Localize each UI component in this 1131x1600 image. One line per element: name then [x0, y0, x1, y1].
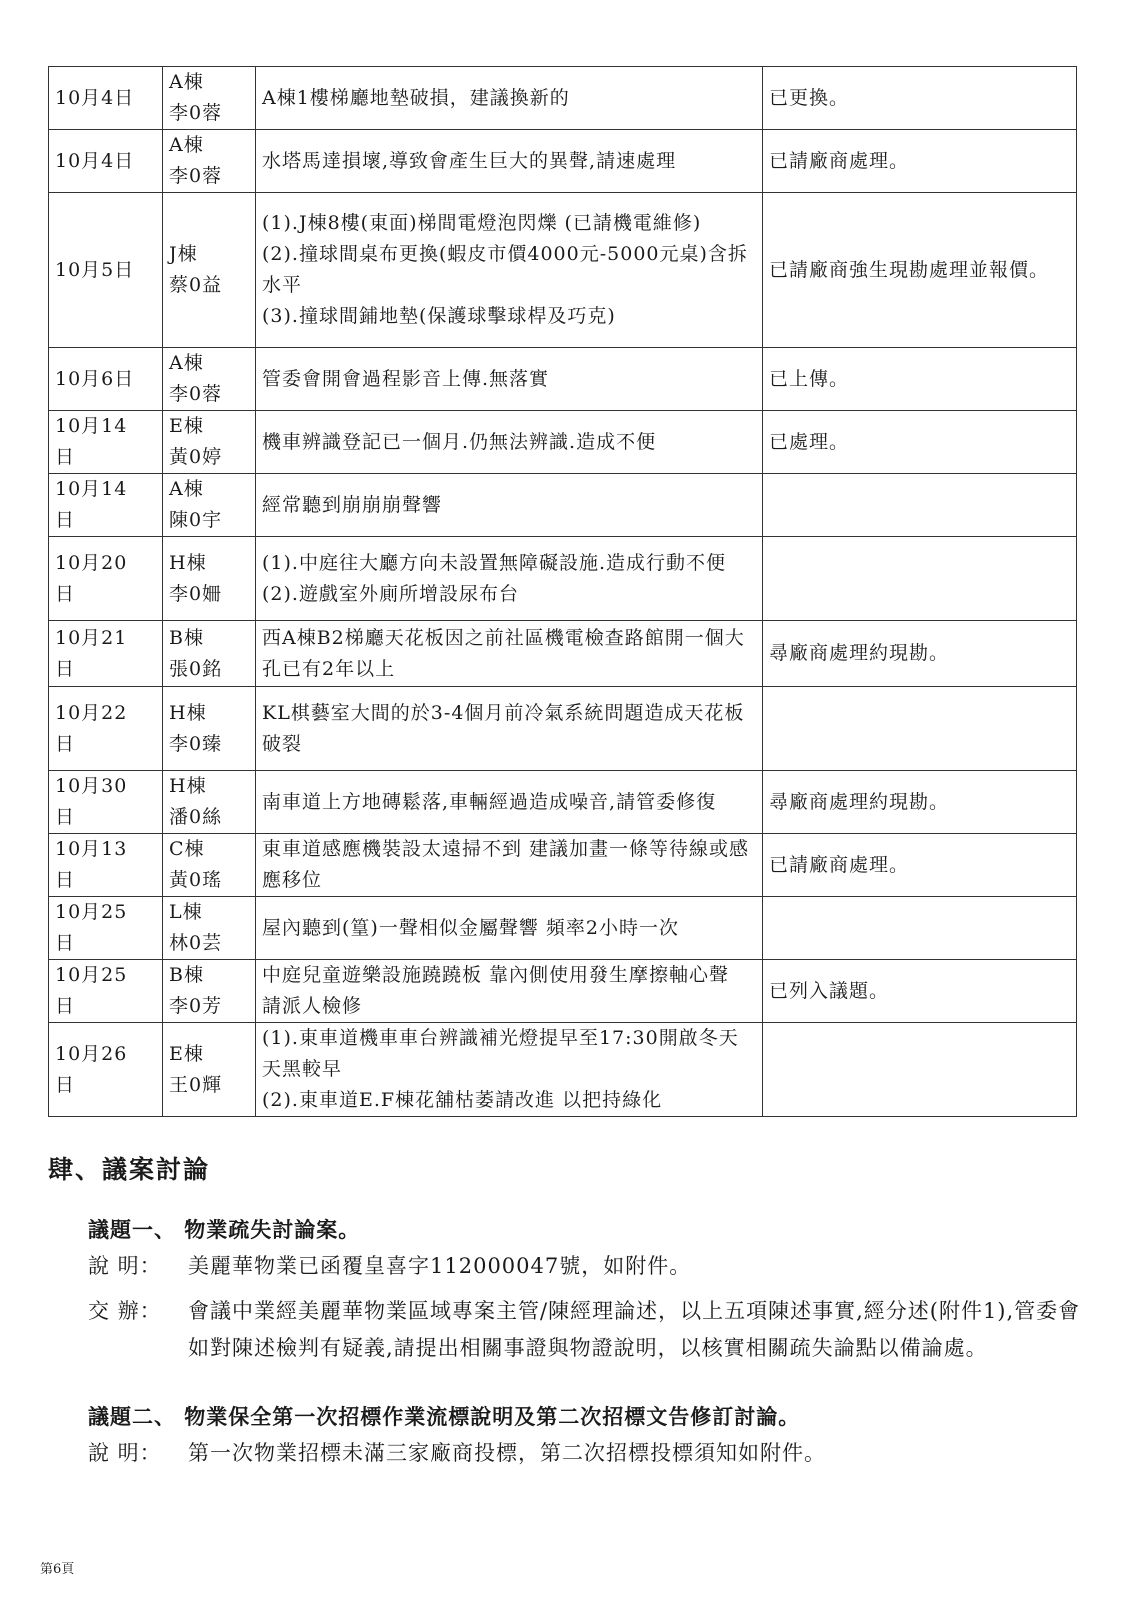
- agenda1-handle-label: 交 辦：: [88, 1299, 162, 1323]
- building-resident-cell: [163, 411, 256, 474]
- building-resident-cell: [163, 897, 256, 960]
- table-row: [49, 130, 1077, 193]
- result-cell: [763, 621, 1077, 687]
- issue-cell: [256, 834, 763, 897]
- date-cell-line: 10月4日: [55, 149, 135, 172]
- table-row: [49, 537, 1077, 621]
- table-row: [49, 193, 1077, 348]
- date-cell: [49, 960, 163, 1023]
- date-cell: [49, 67, 163, 130]
- agenda1-handle: [88, 1293, 1088, 1367]
- issue-cell: [256, 411, 763, 474]
- date-cell-line: 10月5日: [55, 258, 135, 281]
- table-row: [49, 348, 1077, 411]
- building-resident-cell: [163, 771, 256, 834]
- building-resident-cell-line: A棟: [169, 352, 204, 374]
- agenda2-explain-label: 說 明：: [88, 1441, 162, 1465]
- records-table-body: [49, 67, 1077, 1117]
- result-cell: [763, 474, 1077, 537]
- issue-cell-line: 屋內聽到(篁)一聲相似金屬聲響 頻率2小時一次: [262, 916, 679, 939]
- table-row: [49, 621, 1077, 687]
- result-cell-line: 已請廠商強生現勘處理並報價。: [769, 258, 1050, 281]
- building-resident-cell-line: 陳0宇: [169, 509, 223, 531]
- result-cell-line: 已上傳。: [769, 367, 850, 390]
- agenda1-handle-text: 會議中業經美麗華物業區域專案主管/陳經理論述，以上五項陳述事實,經分述(附件1),管委會如對陳述檢判有疑義,請提出相關事證與物證說明，以核實相關疏失論點以備論處。: [188, 1299, 1081, 1360]
- building-resident-cell-line: 李0姍: [169, 582, 223, 605]
- table-row: [49, 834, 1077, 897]
- records-table-container: [48, 66, 1076, 1117]
- issue-cell-line: (1).中庭往大廳方向未設置無障礙設施.造成行動不便: [262, 551, 726, 574]
- building-resident-cell-line: A棟: [169, 71, 204, 93]
- date-cell-line: 日: [55, 446, 76, 468]
- result-cell: [763, 771, 1077, 834]
- date-cell-line: 10月22: [55, 701, 128, 724]
- building-resident-cell: [163, 621, 256, 687]
- date-cell-line: 10月25: [55, 964, 128, 986]
- result-cell: [763, 1023, 1077, 1117]
- result-cell: [763, 897, 1077, 960]
- agenda2-explain-text: 第一次物業招標未滿三家廠商投標，第二次招標投標須知如附件。: [188, 1441, 826, 1465]
- date-cell: [49, 130, 163, 193]
- date-cell-line: 10月6日: [55, 367, 135, 390]
- building-resident-cell-line: A棟: [169, 478, 204, 500]
- result-cell: [763, 193, 1077, 348]
- issue-cell: [256, 348, 763, 411]
- building-resident-cell-line: 林0芸: [169, 932, 223, 954]
- date-cell-line: 10月14: [55, 415, 128, 437]
- date-cell: [49, 621, 163, 687]
- date-cell-line: 10月13: [55, 838, 128, 860]
- agenda2-explain: [88, 1435, 1088, 1472]
- table-row: [49, 897, 1077, 960]
- table-row: [49, 687, 1077, 771]
- building-resident-cell-line: E棟: [169, 415, 204, 437]
- result-cell: [763, 130, 1077, 193]
- date-cell: [49, 537, 163, 621]
- building-resident-cell-line: H棟: [169, 775, 207, 797]
- date-cell: [49, 1023, 163, 1117]
- date-cell-line: 10月14: [55, 478, 128, 500]
- issue-cell-line: (1).東車道機車車台辨識補光燈提早至17:30開啟冬天天黑較早: [262, 1027, 739, 1080]
- section-title: 肆、議案討論: [48, 1155, 211, 1184]
- building-resident-cell-line: 黃0瑤: [169, 869, 223, 891]
- building-resident-cell-line: B棟: [169, 964, 204, 986]
- building-resident-cell: [163, 130, 256, 193]
- building-resident-cell: [163, 1023, 256, 1117]
- result-cell-line: 已更換。: [769, 86, 850, 109]
- result-cell-line: 已列入議題。: [769, 979, 890, 1002]
- issue-cell-line: (2).遊戲室外廁所增設尿布台: [262, 582, 519, 605]
- issue-cell: [256, 897, 763, 960]
- result-cell: [763, 960, 1077, 1023]
- issue-cell-line: (2).東車道E.F棟花舖枯萎請改進 以把持綠化: [262, 1089, 663, 1111]
- building-resident-cell-line: 李0芳: [169, 995, 223, 1017]
- date-cell-line: 日: [55, 995, 76, 1017]
- issue-cell-line: 東車道感應機裝設太遠掃不到 建議加畫一條等待線或感應移位: [262, 838, 750, 891]
- date-cell-line: 日: [55, 1073, 76, 1096]
- issue-cell: [256, 621, 763, 687]
- issue-cell-line: 水塔馬達損壞,導致會產生巨大的異聲,請速處理: [262, 149, 677, 172]
- date-cell: [49, 771, 163, 834]
- building-resident-cell-line: J棟: [169, 243, 198, 265]
- date-cell-line: 日: [55, 806, 76, 828]
- building-resident-cell-line: E棟: [169, 1042, 204, 1065]
- date-cell-line: 日: [55, 509, 76, 531]
- issue-cell: [256, 960, 763, 1023]
- issue-cell: [256, 193, 763, 348]
- building-resident-cell-line: 黃0婷: [169, 446, 223, 468]
- issue-cell-line: KL棋藝室大間的於3-4個月前冷氣系統問題造成天花板破裂: [262, 701, 745, 755]
- result-cell: [763, 537, 1077, 621]
- building-resident-cell-line: H棟: [169, 551, 207, 574]
- result-cell-line: 已請廠商處理。: [769, 149, 910, 172]
- building-resident-cell: [163, 348, 256, 411]
- building-resident-cell-line: L棟: [169, 901, 203, 923]
- building-resident-cell-line: 李0臻: [169, 732, 223, 755]
- page-number: 第6頁: [40, 1562, 75, 1577]
- table-row: [49, 67, 1077, 130]
- building-resident-cell-line: B棟: [169, 626, 204, 649]
- date-cell: [49, 897, 163, 960]
- agenda2-title: 議題二、 物業保全第一次招標作業流標說明及第二次招標文告修訂討論。: [88, 1405, 801, 1429]
- result-cell: [763, 834, 1077, 897]
- issue-cell: [256, 687, 763, 771]
- issue-cell: [256, 67, 763, 130]
- agenda1-title: 議題一、 物業疏失討論案。: [88, 1218, 361, 1242]
- table-row: [49, 411, 1077, 474]
- issue-cell-line: 機車辨識登記已一個月.仍無法辨識.造成不便: [262, 430, 657, 453]
- agenda1-explain-text: 美麗華物業已函覆皇喜字112000047號，如附件。: [188, 1254, 692, 1278]
- result-cell: [763, 67, 1077, 130]
- issue-cell-line: 中庭兒童遊樂設施蹺蹺板 靠內側使用發生摩擦軸心聲 請派人檢修: [262, 964, 730, 1017]
- date-cell-line: 日: [55, 582, 76, 605]
- building-resident-cell-line: 潘0絲: [169, 806, 223, 828]
- issue-cell: [256, 771, 763, 834]
- building-resident-cell-line: A棟: [169, 134, 204, 156]
- building-resident-cell: [163, 193, 256, 348]
- issue-cell: [256, 130, 763, 193]
- building-resident-cell-line: 李0蓉: [169, 383, 223, 405]
- result-cell: [763, 687, 1077, 771]
- building-resident-cell: [163, 687, 256, 771]
- date-cell: [49, 348, 163, 411]
- result-cell: [763, 411, 1077, 474]
- table-row: [49, 474, 1077, 537]
- result-cell-line: 已請廠商處理。: [769, 853, 910, 876]
- result-cell-line: 尋廠商處理約現勘。: [769, 642, 950, 664]
- date-cell-line: 10月20: [55, 551, 128, 574]
- building-resident-cell-line: 蔡0益: [169, 274, 223, 296]
- date-cell-line: 日: [55, 732, 76, 755]
- date-cell: [49, 193, 163, 348]
- date-cell-line: 10月26: [55, 1042, 128, 1065]
- issue-cell: [256, 474, 763, 537]
- issue-cell-line: A棟1樓梯廳地墊破損，建議換新的: [262, 86, 570, 109]
- issue-cell: [256, 537, 763, 621]
- date-cell: [49, 411, 163, 474]
- issue-cell-line: 管委會開會過程影音上傳.無落實: [262, 367, 550, 390]
- date-cell: [49, 474, 163, 537]
- building-resident-cell: [163, 537, 256, 621]
- issue-cell-line: (3).撞球間鋪地墊(保護球擊球桿及巧克): [262, 305, 616, 327]
- building-resident-cell: [163, 67, 256, 130]
- date-cell: [49, 687, 163, 771]
- building-resident-cell-line: 李0蓉: [169, 165, 223, 187]
- date-cell-line: 日: [55, 657, 76, 680]
- agenda1-explain: [88, 1248, 1088, 1285]
- agenda-section: [48, 1150, 1088, 1472]
- building-resident-cell-line: 李0蓉: [169, 102, 223, 124]
- building-resident-cell: [163, 474, 256, 537]
- building-resident-cell-line: 張0銘: [169, 657, 223, 680]
- building-resident-cell: [163, 960, 256, 1023]
- date-cell-line: 10月21: [55, 626, 128, 649]
- date-cell: [49, 834, 163, 897]
- issue-cell-line: (1).J棟8樓(東面)梯間電燈泡閃爍 (已請機電維修): [262, 212, 702, 234]
- table-row: [49, 960, 1077, 1023]
- date-cell-line: 10月4日: [55, 86, 135, 109]
- agenda1-explain-label: 說 明：: [88, 1254, 162, 1278]
- date-cell-line: 10月30: [55, 775, 128, 797]
- building-resident-cell-line: C棟: [169, 838, 205, 860]
- records-table: [48, 66, 1077, 1117]
- issue-cell: [256, 1023, 763, 1117]
- table-row: [49, 771, 1077, 834]
- building-resident-cell: [163, 834, 256, 897]
- date-cell-line: 10月25: [55, 901, 128, 923]
- result-cell-line: 已處理。: [769, 430, 850, 453]
- issue-cell-line: 經常聽到崩崩崩聲響: [262, 493, 443, 516]
- date-cell-line: 日: [55, 869, 76, 891]
- issue-cell-line: 南車道上方地磚鬆落,車輛經過造成噪音,請管委修復: [262, 790, 717, 813]
- result-cell: [763, 348, 1077, 411]
- issue-cell-line: 西A棟B2梯廳天花板因之前社區機電檢查路館開一個大孔已有2年以上: [262, 626, 745, 680]
- result-cell-line: 尋廠商處理約現勘。: [769, 790, 950, 813]
- building-resident-cell-line: H棟: [169, 701, 207, 724]
- table-row: [49, 1023, 1077, 1117]
- issue-cell-line: (2).撞球間桌布更換(蝦皮市價4000元-5000元桌)含拆水平: [262, 243, 748, 296]
- date-cell-line: 日: [55, 932, 76, 954]
- building-resident-cell-line: 王0輝: [169, 1073, 223, 1096]
